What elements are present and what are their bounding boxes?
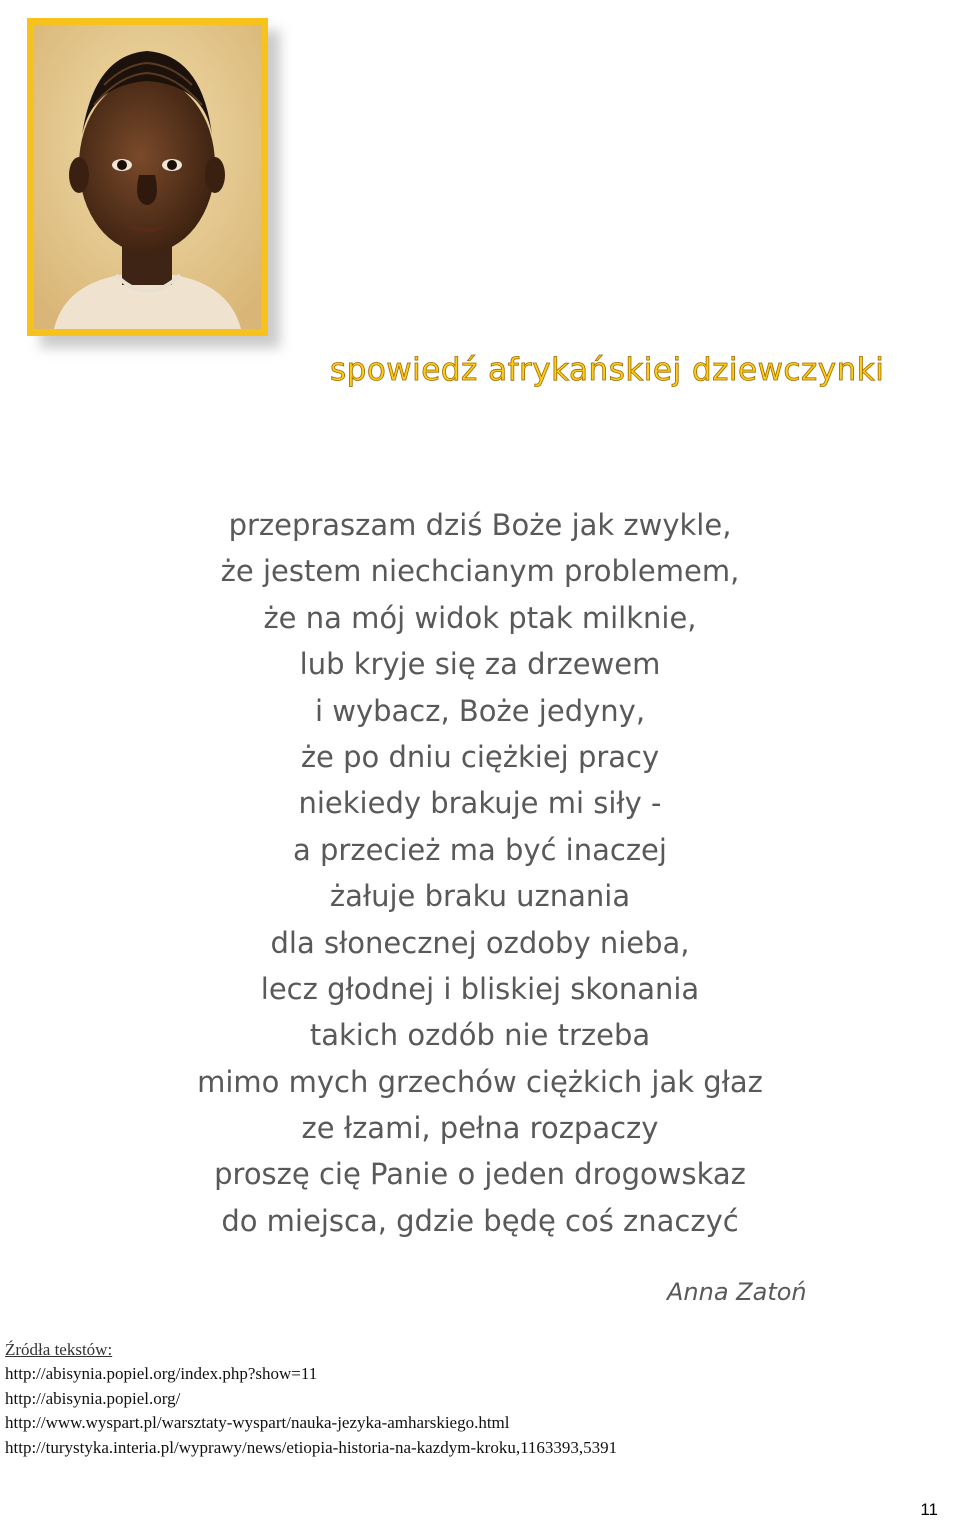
page-number: 11 [920, 1500, 938, 1519]
poem-title: spowiedź afrykańskiej dziewczynki [330, 352, 885, 388]
poem-line: a przecież ma być inaczej [293, 832, 667, 867]
poem-line: takich ozdób nie trzeba [309, 1018, 651, 1053]
poem-line: niekiedy brakuje mi siły - [298, 786, 662, 821]
poem-line: żałuje braku uznania [329, 879, 631, 914]
source-link[interactable]: http://abisynia.popiel.org/ [5, 1388, 181, 1408]
poem-line: lub kryje się za drzewem [299, 647, 661, 682]
poem-line: mimo mych grzechów ciężkich jak głaz [197, 1064, 763, 1099]
poem-line: ze łzami, pełna rozpaczy [301, 1111, 659, 1146]
sources-heading: Źródła tekstów: [5, 1340, 113, 1359]
poem-line: do miejsca, gdzie będę coś znaczyć [221, 1203, 739, 1238]
source-link[interactable]: http://www.wyspart.pl/warsztaty-wyspart/nauka-jezyka-amharskiego.html [5, 1413, 510, 1432]
portrait-photo [27, 18, 268, 336]
poem-line: że jestem niechcianym problemem, [220, 554, 740, 589]
poem-line: proszę cię Panie o jeden drogowskaz [214, 1157, 746, 1192]
poem-author: Anna Zatoń [667, 1278, 807, 1306]
poem-line: lecz głodnej i bliskiej skonania [260, 971, 700, 1006]
poem-line: przepraszam dziś Boże jak zwykle, [228, 508, 732, 542]
sources-list [5, 1362, 617, 1460]
source-link[interactable]: http://turystyka.interia.pl/wyprawy/news/etiopia-historia-na-kazdym-kroku,1163393,5391 [5, 1437, 618, 1457]
source-link[interactable]: http://abisynia.popiel.org/index.php?show=11 [5, 1364, 318, 1383]
poem-line: dla słonecznej ozdoby nieba, [270, 925, 690, 960]
poem-line: że na mój widok ptak milknie, [263, 600, 697, 635]
poem-line: i wybacz, Boże jedyny, [314, 693, 646, 728]
poem-line: że po dniu ciężkiej pracy [300, 739, 660, 774]
poem [0, 502, 960, 1244]
